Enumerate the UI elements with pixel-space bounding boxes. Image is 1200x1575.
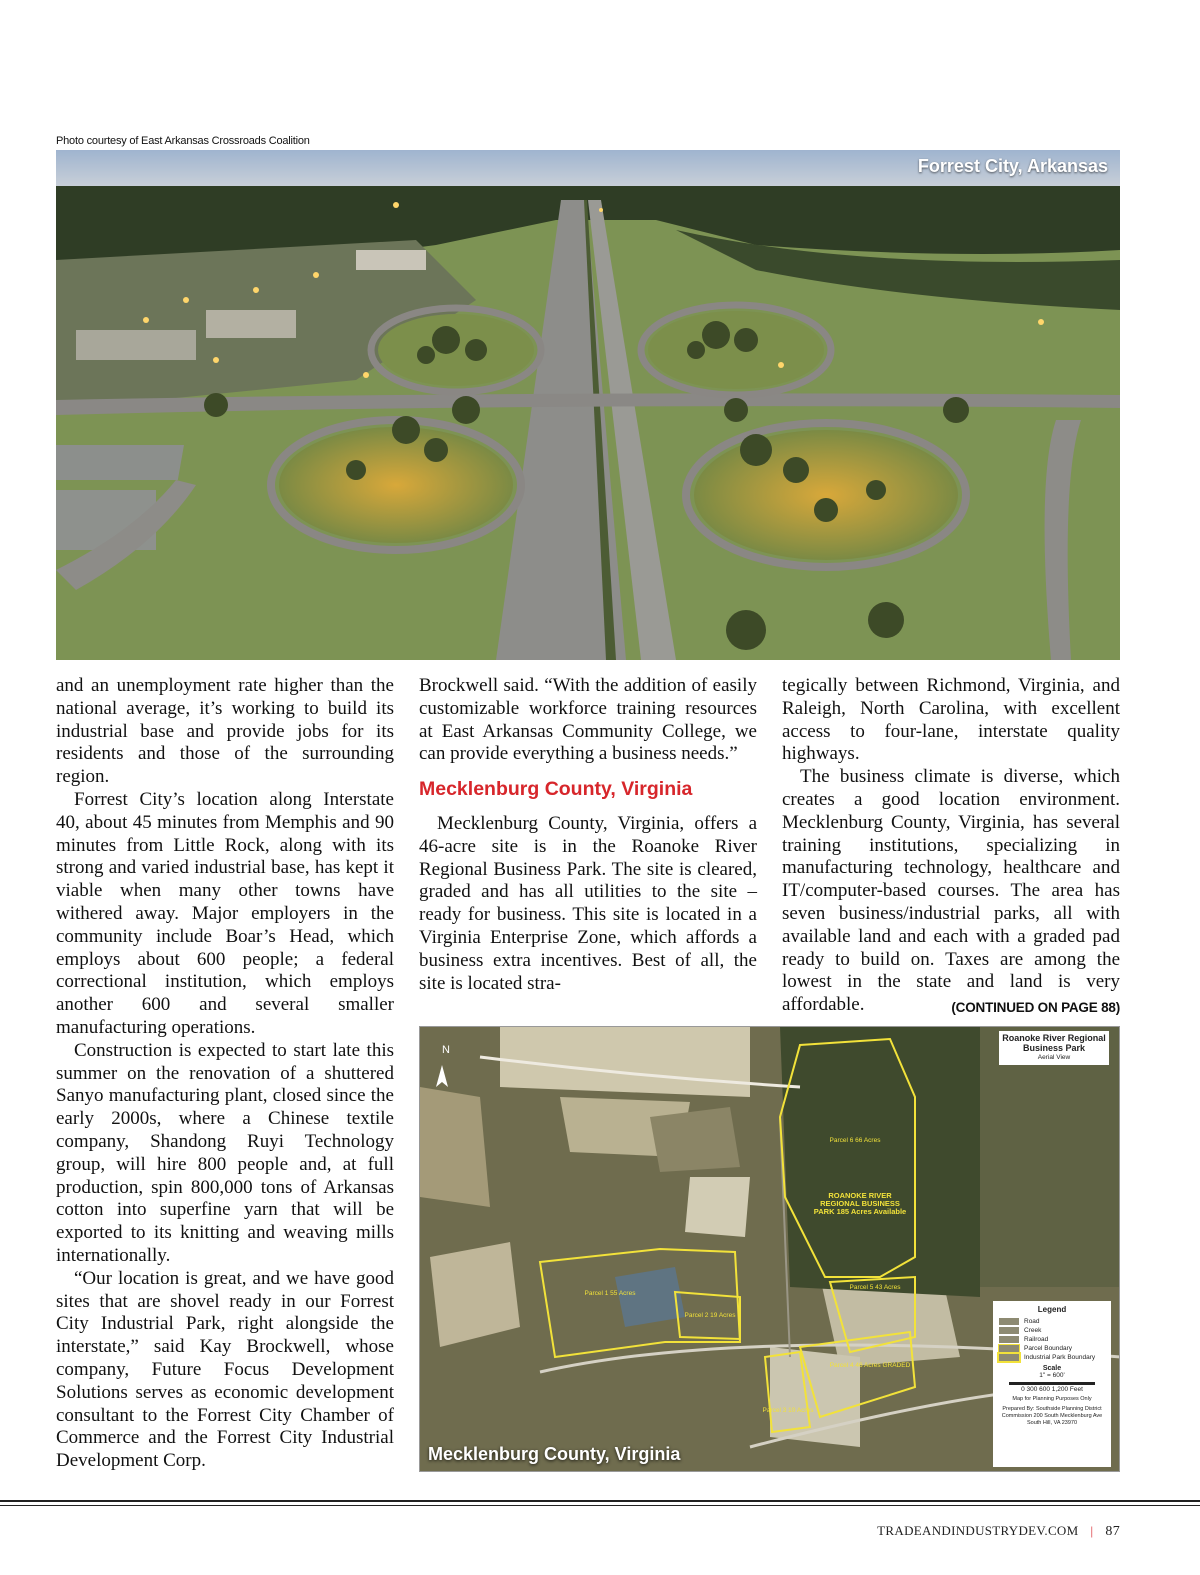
page-number: 87 [1105, 1524, 1120, 1539]
creek-swatch [999, 1327, 1019, 1334]
article-column-2 [419, 675, 757, 995]
legend-item: Railroad [999, 1336, 1105, 1343]
parcel-5-label: Parcel 5 43 Acres [849, 1284, 901, 1291]
scale-title: Scale [1042, 1365, 1062, 1372]
map-legend [993, 1301, 1111, 1467]
map-subtitle: Aerial View [1037, 1054, 1071, 1061]
park-label: ROANOKE RIVER REGIONAL BUSINESS PARK 185 Acres Available [813, 1192, 907, 1216]
scale-value: 1" = 600' [1039, 1372, 1065, 1379]
paragraph: Forrest City’s location along Interstate 40, about 45 minutes from Memphis and 90 minutes from Little Rock, along with its strong and varied industrial base, has kept it viable when many other towns have withered away. Major employers in the community include Boar’s Head, which employs about 600 people; a federal correctional institution, which employs another 600 and several smaller manufacturing operations. [56, 788, 394, 1038]
paragraph: and an unemployment rate higher than the national average, it’s working to build its industrial base and provide jobs for its residents and those of the surrounding region. [56, 675, 394, 788]
map-note: Map for Planning Purposes Only [1012, 1396, 1092, 1402]
map-caption: Mecklenburg County, Virginia [428, 1444, 681, 1464]
railroad-swatch [999, 1336, 1019, 1343]
footer-rule [0, 1500, 1200, 1502]
parcel-1-label: Parcel 1 55 Acres [584, 1290, 636, 1297]
paragraph: “Our location is great, and we have good sites that are shovel ready in our Forrest City Industrial Park, right alongside the interstate,” said Kay Brockwell, whose company, Future Focus Development Solutions serves as economic development consultant to the Forrest City Chamber of Commerce and the Forrest City Industrial Development Corp. [56, 1267, 394, 1472]
continued-note: (CONTINUED ON PAGE 88) [951, 1000, 1120, 1016]
paragraph: tegically between Richmond, Virginia, and Raleigh, North Carolina, with excellent access to four-lane, interstate quality highways. [782, 675, 1120, 765]
article-column-1 [56, 675, 394, 1473]
paragraph-text: The business climate is diverse, which creates a good location environment. Mecklenburg County, Virginia, has several training institutions, specializing in manufacturing technology, healthcare and IT/computer-based courses. The area has seven business/industrial parks, all with available land and each with a graded pad ready to build on. Taxes are among the lowest in the state and land is very affordable. [782, 766, 1120, 1016]
article-column-3 [782, 675, 1120, 1020]
paragraph: Brockwell said. “With the addition of easily customizable workforce training resources at East Arkansas Community College, we can provide everything a business needs.” [419, 675, 757, 765]
paragraph: Mecklenburg County, Virginia, offers a 46-acre site is in the Roanoke River Regional Business Park. The site is cleared, graded and has all utilities to the site – ready for business. This site is located in a Virginia Enterprise Zone, which affords a business extra incentives. Best of all, the site is located stra- [419, 812, 757, 994]
parcel-4-label: Parcel 4 46 Acres GRADED [829, 1362, 911, 1369]
business-park-map [419, 1026, 1120, 1472]
legend-item: Industrial Park Boundary [999, 1354, 1105, 1361]
legend-title: Legend [1037, 1305, 1067, 1314]
aerial-illustration [56, 150, 1120, 660]
forrest-city-aerial-photo [56, 150, 1120, 660]
photo-credit: Photo courtesy of East Arkansas Crossroads Coalition [56, 135, 310, 147]
scale-bar [1009, 1382, 1095, 1385]
park-boundary-swatch [999, 1354, 1019, 1361]
footer-rule [0, 1505, 1200, 1506]
prepared-by: Prepared By: Southside Planning District Commission 200 South Mecklenburg Ave South Hill, VA 23970 [1001, 1406, 1103, 1426]
site-url: TRADEANDINDUSTRYDEV.COM [877, 1523, 1079, 1538]
parcel-boundary-swatch [999, 1345, 1019, 1352]
section-subhead: Mecklenburg County, Virginia [419, 778, 693, 801]
paragraph [782, 766, 1120, 1017]
page-footer [877, 1523, 1120, 1540]
parcel-6-label: Parcel 6 66 Acres [829, 1137, 881, 1144]
paragraph: Construction is expected to start late this summer on the renovation of a shuttered Sanyo manufacturing plant, closed since the early 2000s, where a Chinese textile company, Shandong Ruyi Technology group, will hire 800 people and, at full production, spin 800,000 tons of Arkansas cotton into superfine yarn that will be exported to its knitting and weaving mills internationally. [56, 1039, 394, 1266]
footer-separator: | [1090, 1523, 1094, 1538]
legend-item: Road [999, 1318, 1105, 1325]
legend-item: Creek [999, 1327, 1105, 1334]
photo-caption: Forrest City, Arkansas [917, 156, 1108, 176]
map-title [999, 1031, 1109, 1065]
parcel-3-label: Parcel 3 10 Acres [762, 1407, 814, 1414]
scale-ticks: 0 300 600 1,200 Feet [1021, 1386, 1083, 1393]
legend-item: Parcel Boundary [999, 1345, 1105, 1352]
map-title-text: Roanoke River Regional Business Park [1002, 1033, 1106, 1053]
north-label: N [442, 1044, 450, 1056]
parcel-2-label: Parcel 2 19 Acres [684, 1312, 736, 1319]
road-swatch [999, 1318, 1019, 1325]
